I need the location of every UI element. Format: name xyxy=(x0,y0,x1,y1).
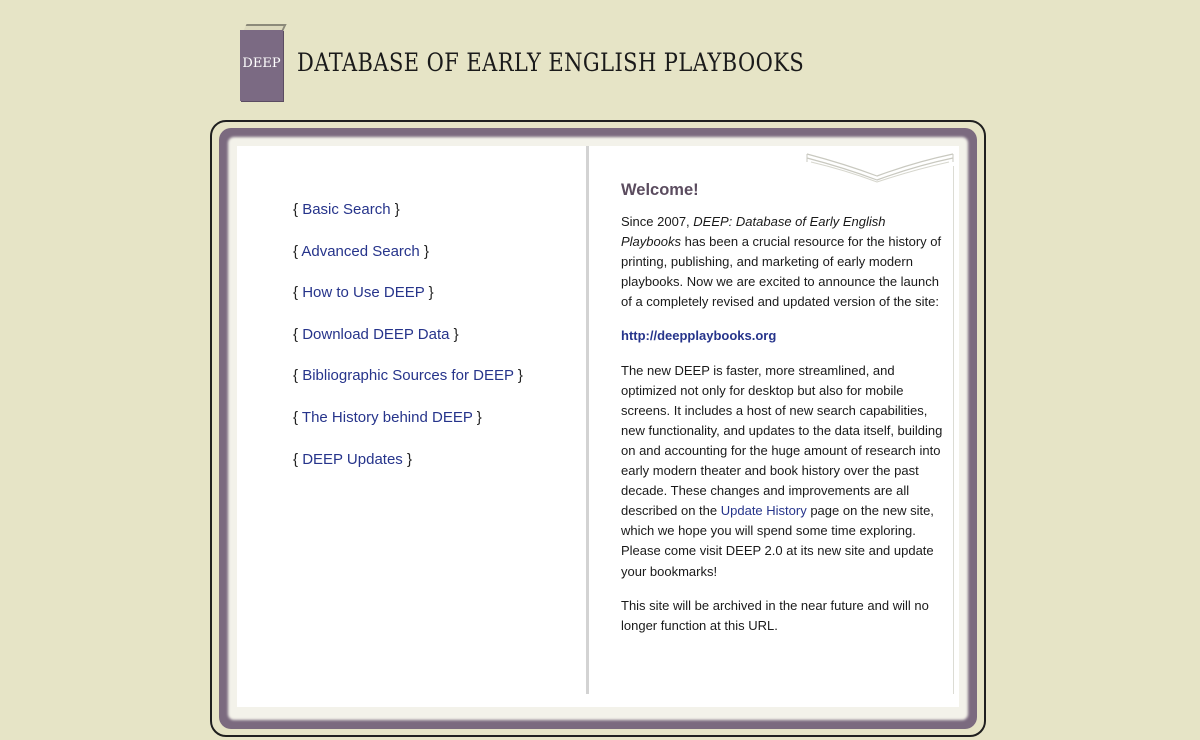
nav-item-deep-updates xyxy=(293,450,523,492)
brace-open: { xyxy=(293,408,299,426)
right-margin-rule xyxy=(953,166,954,694)
nav-item-basic-search xyxy=(293,200,523,242)
nav-item-how-to-use xyxy=(293,283,523,325)
intro-paragraph xyxy=(621,212,943,312)
description-text-start: The new DEEP is faster, more streamlined, and optimized not only for desktop but also for mobile screens. It includes a host of new search capabilities, new functionality, and updates to the data itself, building on and accounting for the huge amount of research into early modern theater and book history over the past decade. These changes and improvements are all described on the xyxy=(621,362,943,519)
brace-close: } xyxy=(517,367,523,385)
intro-text-start: Since 2007, xyxy=(621,214,694,229)
brace-open: { xyxy=(293,367,299,385)
deep-updates-link[interactable]: DEEP Updates xyxy=(302,450,403,468)
welcome-heading: Welcome! xyxy=(621,181,699,199)
column-divider xyxy=(586,146,589,694)
update-history-link[interactable]: Update History xyxy=(720,503,807,519)
brace-close: } xyxy=(453,325,459,343)
main-nav xyxy=(293,200,523,491)
new-site-link[interactable]: http://deepplaybooks.org xyxy=(621,328,777,344)
bibliographic-sources-link[interactable]: Bibliographic Sources for DEEP xyxy=(302,367,514,385)
how-to-use-link[interactable]: How to Use DEEP xyxy=(302,284,425,302)
deep-title-italic: DEEP: Database of Early English Playbooks xyxy=(621,214,886,250)
deep-logo[interactable] xyxy=(238,22,286,102)
paper-panel xyxy=(237,146,959,707)
brace-open: { xyxy=(293,201,299,218)
url-paragraph xyxy=(621,326,943,346)
basic-search-link[interactable]: Basic Search xyxy=(302,201,391,218)
brace-open: { xyxy=(293,450,299,468)
nav-item-advanced-search xyxy=(293,242,523,284)
archive-notice: This site will be archived in the near future and will no longer function at this URL. xyxy=(621,597,929,633)
brace-open: { xyxy=(293,284,299,302)
brace-open: { xyxy=(293,325,299,343)
nav-item-history-behind xyxy=(293,408,523,450)
brace-close: } xyxy=(423,242,429,260)
open-book-ornament-icon xyxy=(805,150,955,184)
logo-text: DEEP xyxy=(242,56,281,71)
site-title: DATABASE OF EARLY ENGLISH PLAYBOOKS xyxy=(297,48,805,77)
content-frame xyxy=(210,120,986,737)
brace-close: } xyxy=(476,408,482,426)
nav-item-download-data xyxy=(293,325,523,367)
intro-text-end: has been a crucial resource for the history of printing, publishing, and marketing of early modern playbooks. Now we are excited to announce the launch of a completely revised and updated version of the site: xyxy=(621,234,942,310)
download-data-link[interactable]: Download DEEP Data xyxy=(302,325,450,343)
purple-border xyxy=(219,128,977,729)
brace-open: { xyxy=(293,242,299,260)
advanced-search-link[interactable]: Advanced Search xyxy=(301,242,420,260)
description-text-end: page on the new site, which we hope you will spend some time exploring. Please come visit DEEP 2.0 at its new site and update your bookmarks! xyxy=(621,503,934,579)
brace-close: } xyxy=(428,284,434,302)
nav-item-bibliographic-sources xyxy=(293,366,523,408)
welcome-content xyxy=(621,180,943,650)
brace-close: } xyxy=(394,201,400,218)
brace-close: } xyxy=(406,450,412,468)
history-behind-link[interactable]: The History behind DEEP xyxy=(301,408,473,426)
description-paragraph xyxy=(621,361,943,582)
